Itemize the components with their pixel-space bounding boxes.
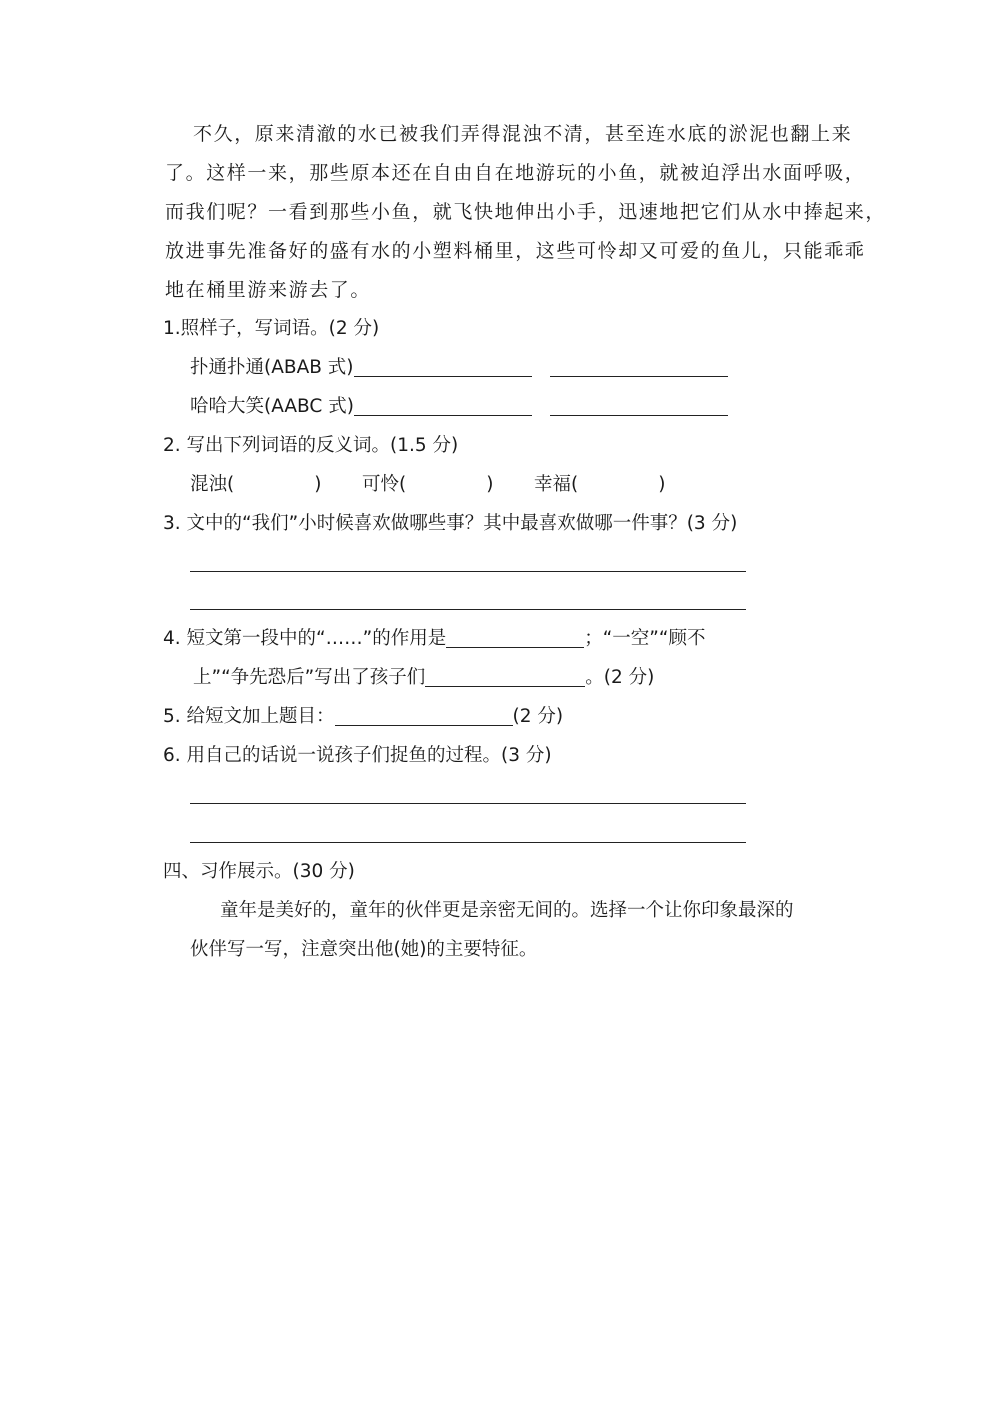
question-3-answer-line-1[interactable] [190, 571, 746, 572]
answer-blank-aabc-2[interactable] [550, 393, 728, 416]
answer-blank-abab-2[interactable] [550, 354, 728, 377]
question-4-line-2 [193, 664, 654, 692]
question-6-title: 6. 用自己的话说一说孩子们捉鱼的过程。(3 分) [163, 745, 552, 766]
question-6-answer-line-2[interactable] [190, 842, 746, 843]
question-2-word-1 [190, 471, 321, 499]
question-1-row-1 [190, 354, 728, 382]
question-1-row-2-label: 哈哈大笑(AABC 式) [190, 396, 354, 417]
question-5-label: 5. 给短文加上题目： [163, 706, 335, 727]
question-4-text-c: 上”“争先恐后”写出了孩子们 [193, 667, 426, 688]
passage-line-5: 地在桶里游来游去了。 [165, 279, 372, 301]
passage-line-1: 不久，原来清澈的水已被我们弄得混浊不清，甚至连水底的淤泥也翻上来 [193, 123, 853, 145]
question-5-score: (2 分) [512, 706, 564, 727]
antonym-word-1: 混浊( [190, 474, 235, 495]
section-4-heading: 四、习作展示。(30 分) [163, 861, 355, 882]
section-4-line-1: 童年是美好的，童年的伙伴更是亲密无间的。选择一个让你印象最深的 [220, 900, 794, 921]
question-2-word-2 [362, 471, 493, 499]
paren-close: ) [314, 474, 322, 495]
question-1-title: 1.照样子，写词语。(2 分) [163, 318, 380, 339]
paren-close: ) [658, 474, 666, 495]
answer-blank-abab-1[interactable] [354, 354, 532, 377]
antonym-word-2: 可怜( [362, 474, 407, 495]
passage-line-2: 了。这样一来，那些原本还在自由自在地游玩的小鱼，就被迫浮出水面呼吸， [165, 162, 866, 184]
passage-line-3: 而我们呢？一看到那些小鱼，就飞快地伸出小手，迅速地把它们从水中捧起来， [165, 201, 887, 223]
paren-close: ) [486, 474, 494, 495]
question-4-text-b: ；“一空”“顾不 [584, 628, 706, 649]
question-2-title: 2. 写出下列词语的反义词。(1.5 分) [163, 435, 459, 456]
question-6-answer-line-1[interactable] [190, 803, 746, 804]
question-4-line-1 [163, 625, 705, 653]
passage-line-4: 放进事先准备好的盛有水的小塑料桶里，这些可怜却又可爱的鱼儿，只能乖乖 [165, 240, 866, 262]
question-5 [163, 703, 563, 731]
question-4-text-a: 4. 短文第一段中的“……”的作用是 [163, 628, 447, 649]
question-4-blank-2[interactable] [425, 664, 585, 687]
question-1-row-1-label: 扑通扑通(ABAB 式) [190, 357, 354, 378]
question-2-word-3 [534, 471, 665, 499]
question-5-title-blank[interactable] [335, 703, 513, 726]
question-1-row-2 [190, 393, 728, 421]
answer-blank-aabc-1[interactable] [354, 393, 532, 416]
question-3-title: 3. 文中的“我们”小时候喜欢做哪些事？其中最喜欢做哪一件事？(3 分) [163, 513, 738, 534]
question-4-blank-1[interactable] [446, 625, 584, 648]
question-4-text-d: 。(2 分) [585, 667, 655, 688]
question-3-answer-line-2[interactable] [190, 609, 746, 610]
section-4-line-2: 伙伴写一写，注意突出他(她)的主要特征。 [190, 939, 538, 960]
antonym-word-3: 幸福( [534, 474, 579, 495]
